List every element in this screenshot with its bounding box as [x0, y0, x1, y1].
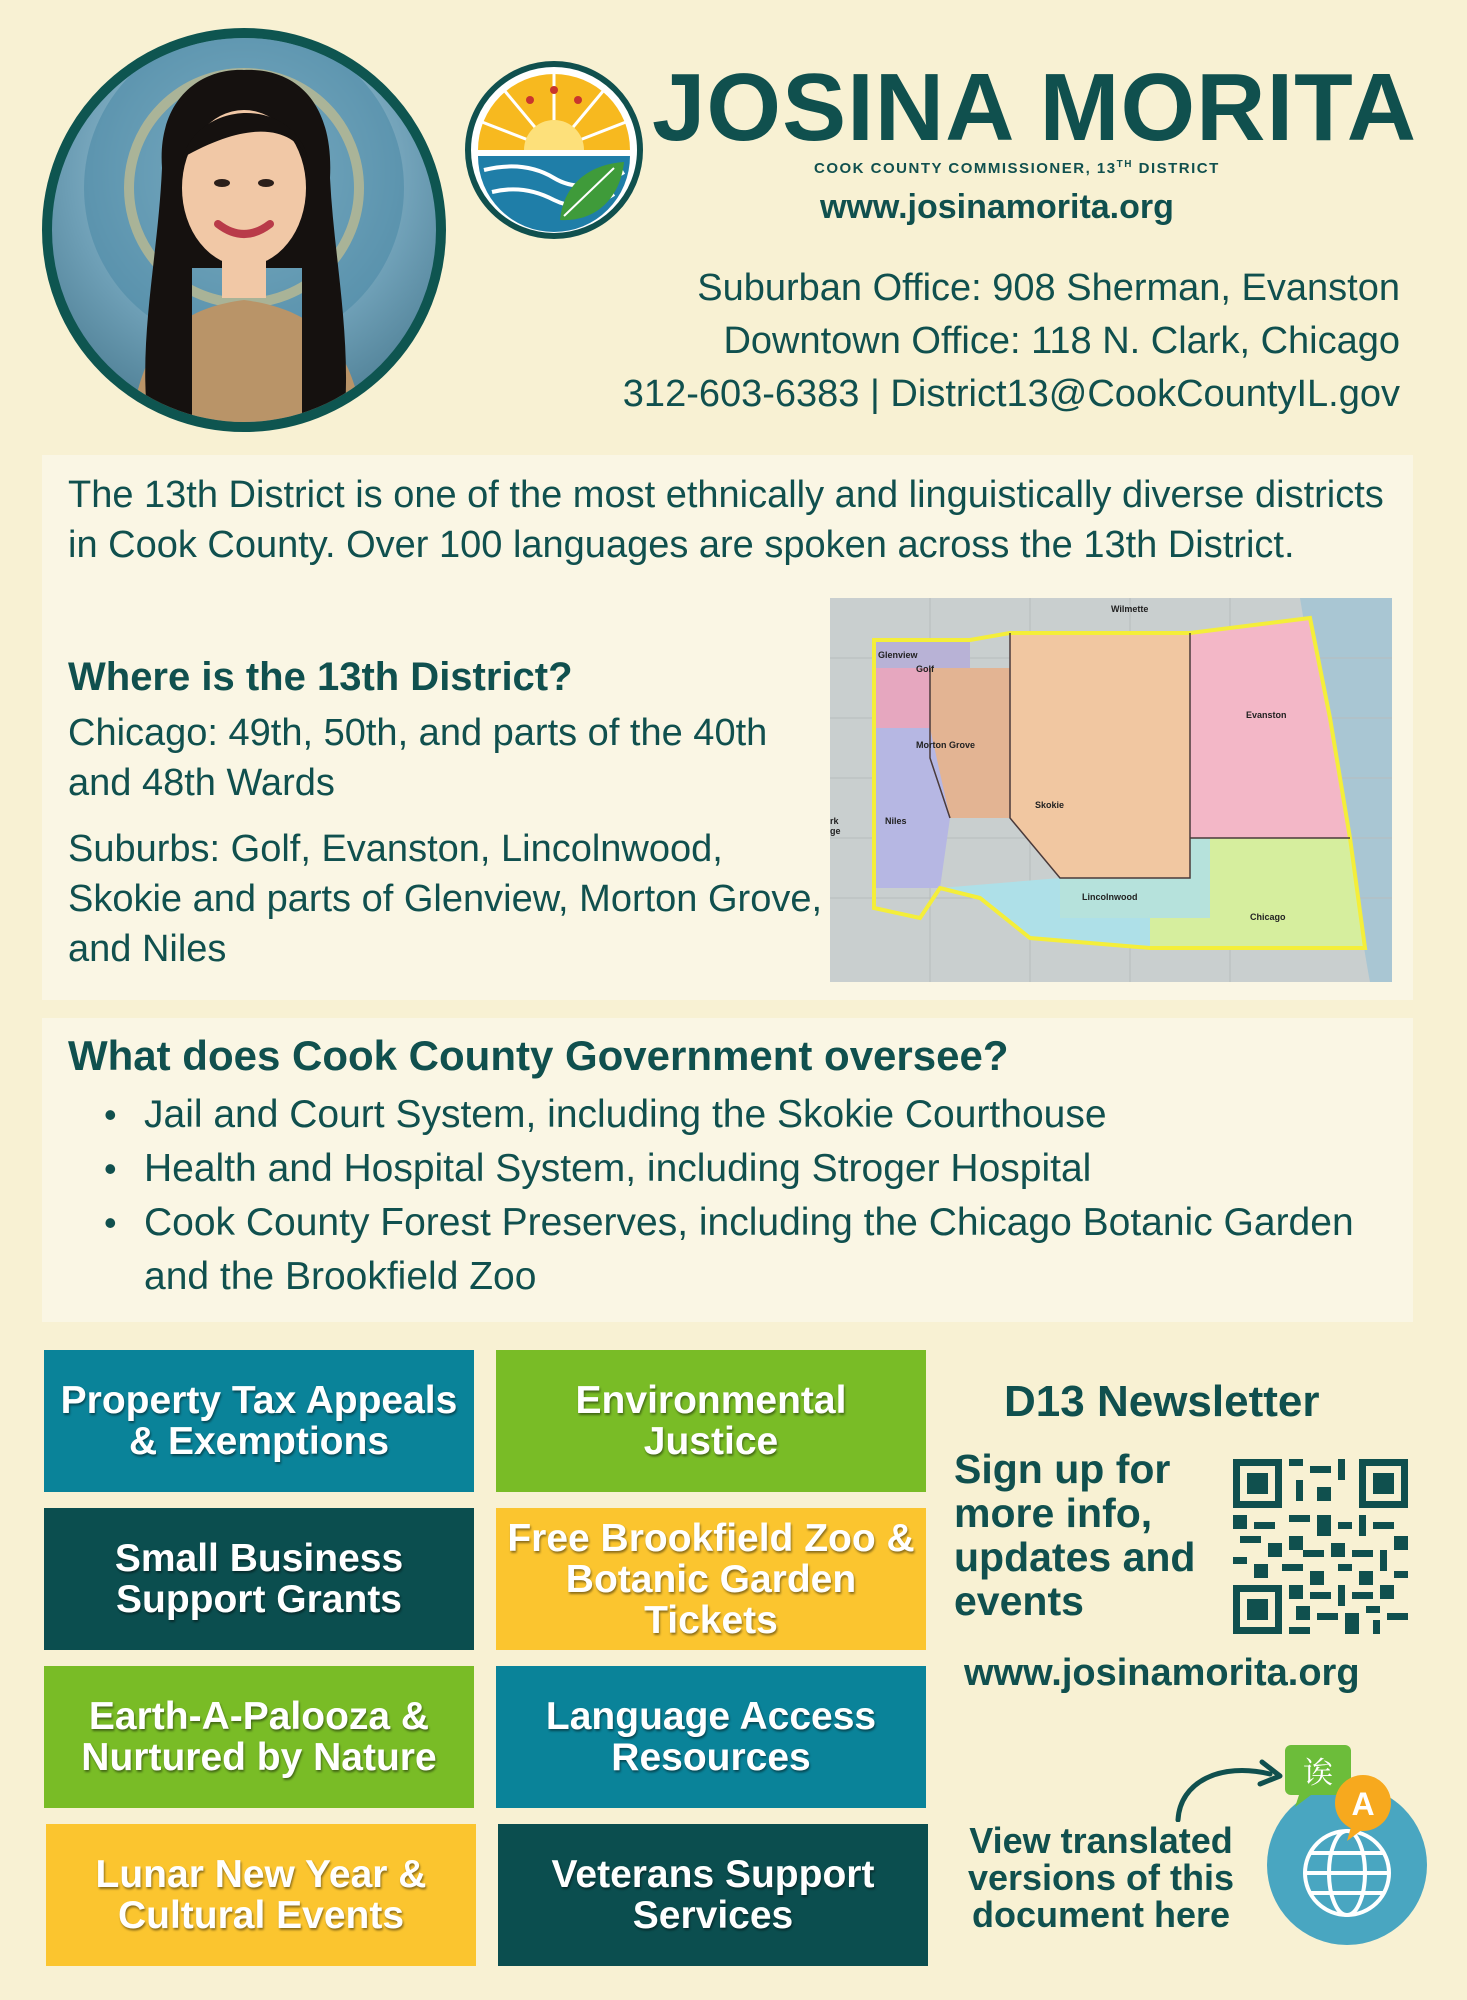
map-label-niles: Niles	[885, 816, 907, 826]
map-label-park-ridge-2: ge	[830, 826, 841, 836]
map-label-chicago: Chicago	[1250, 912, 1286, 922]
map-label-lincolnwood: Lincolnwood	[1082, 892, 1138, 902]
translate-link-text[interactable]: View translated versions of this document here	[967, 1820, 1235, 1935]
contact-block	[623, 262, 1400, 421]
suburbs-list: Suburbs: Golf, Evanston, Lincolnwood, Skokie and parts of Glenview, Morton Grove, and Niles	[68, 828, 823, 970]
district-intro: The 13th District is one of the most ethnically and linguistically diverse districts in Cook County. Over 100 languages are spoken across the 13th District.	[68, 474, 1384, 566]
downtown-office: Downtown Office: 118 N. Clark, Chicago	[723, 320, 1400, 362]
commissioner-name: JOSINA MORITA	[652, 54, 1418, 161]
map-label-evanston: Evanston	[1246, 710, 1287, 720]
newsletter-qr-code[interactable]	[1233, 1459, 1408, 1634]
where-heading: Where is the 13th District?	[68, 655, 573, 699]
newsletter-heading: D13 Newsletter	[1004, 1377, 1320, 1426]
commissioner-title	[814, 159, 1220, 177]
district-map	[830, 598, 1392, 982]
map-label-wilmette: Wilmette	[1111, 604, 1149, 614]
tile-earth-a-palooza[interactable]: Earth-A-Palooza & Nurtured by Nature	[44, 1666, 474, 1808]
where-description	[68, 708, 828, 990]
tile-free-tickets[interactable]: Free Brookfield Zoo & Botanic Garden Tickets	[496, 1508, 926, 1650]
map-label-glenview: Glenview	[878, 650, 918, 660]
tile-small-business[interactable]: Small Business Support Grants	[44, 1508, 474, 1650]
map-label-morton-grove: Morton Grove	[916, 740, 976, 750]
oversee-item-health: • Health and Hospital System, including Stroger Hospital	[144, 1142, 1388, 1196]
tile-language-access[interactable]: Language Access Resources	[496, 1666, 926, 1808]
suburban-office: Suburban Office: 908 Sherman, Evanston	[697, 267, 1400, 309]
translate-glyph-latin: A	[1351, 1786, 1375, 1822]
title-ordinal: TH	[1116, 159, 1133, 170]
title-prefix: COOK COUNTY COMMISSIONER, 13	[814, 160, 1117, 177]
translate-globe-icon[interactable]	[1255, 1745, 1430, 1945]
commissioner-portrait	[42, 28, 446, 432]
newsletter-signup-text: Sign up for more info, updates and events	[954, 1446, 1196, 1624]
phone-email[interactable]: 312-603-6383 | District13@CookCountyIL.gov	[622, 373, 1400, 415]
oversee-item-jail: • Jail and Court System, including the Skokie Courthouse	[144, 1088, 1388, 1142]
chicago-wards: Chicago: 49th, 50th, and parts of the 40th and 48th Wards	[68, 712, 768, 804]
website-link-top[interactable]: www.josinamorita.org	[820, 188, 1174, 226]
tile-lunar-new-year[interactable]: Lunar New Year & Cultural Events	[46, 1824, 476, 1966]
map-label-skokie: Skokie	[1035, 800, 1065, 810]
title-suffix: DISTRICT	[1132, 160, 1220, 177]
oversee-heading: What does Cook County Government oversee?	[68, 1032, 1009, 1079]
translate-glyph-chinese: 诶	[1303, 1756, 1333, 1791]
oversee-item-forest: • Cook County Forest Preserves, including the Chicago Botanic Garden and the Brookfield Zoo	[144, 1196, 1388, 1304]
website-link-bottom[interactable]: www.josinamorita.org	[964, 1652, 1360, 1694]
tile-property-tax[interactable]: Property Tax Appeals & Exemptions	[44, 1350, 474, 1492]
map-label-golf: Golf	[916, 664, 934, 674]
sunrise-leaf-logo	[464, 60, 644, 240]
tile-veterans-support[interactable]: Veterans Support Services	[498, 1824, 928, 1966]
portrait-image	[52, 38, 436, 422]
map-label-park-ridge-1: rk	[830, 816, 839, 826]
oversee-list	[68, 1088, 1388, 1304]
tile-environmental-justice[interactable]: Environmental Justice	[496, 1350, 926, 1492]
